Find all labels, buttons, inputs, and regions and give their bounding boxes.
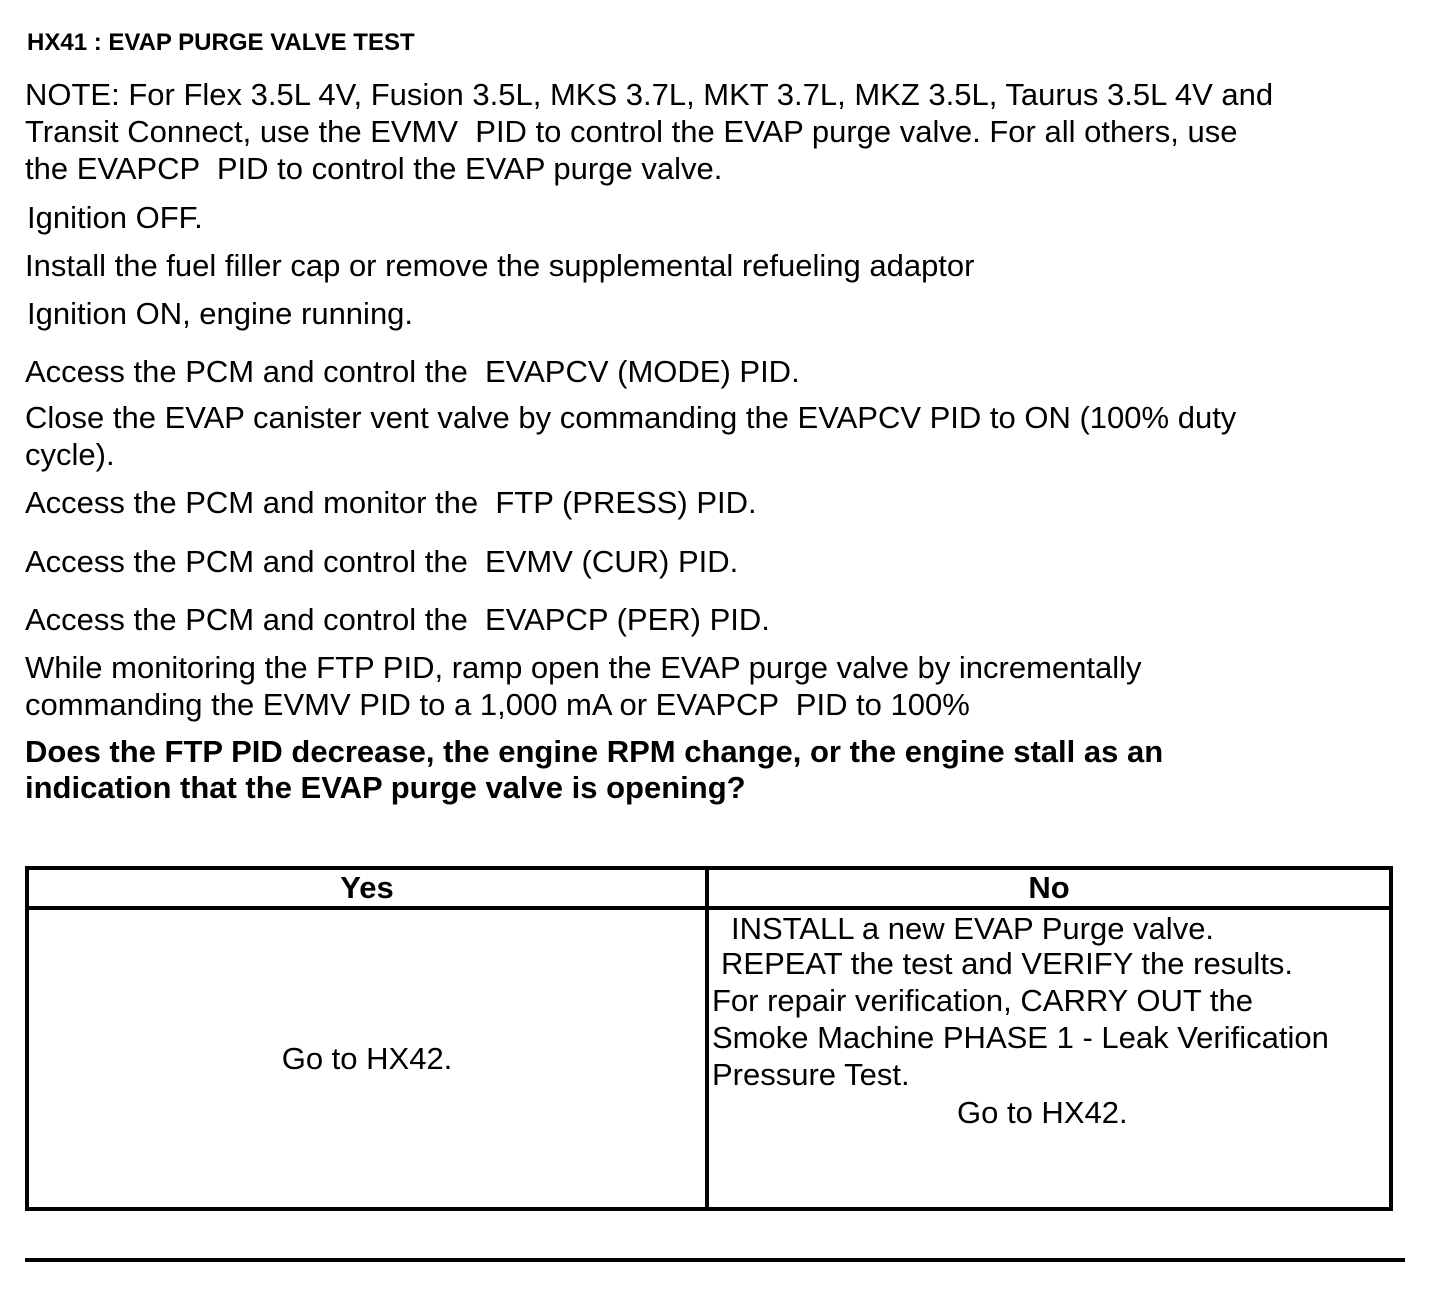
note-line-3: the EVAPCP PID to control the EVAP purge valve. bbox=[25, 151, 723, 186]
table-header-row bbox=[27, 868, 1391, 908]
no-cell bbox=[707, 908, 1391, 1209]
step-ramp-line-1: While monitoring the FTP PID, ramp open the EVAP purge valve by incrementally bbox=[25, 650, 1142, 685]
step-close-vent-line-2: cycle). bbox=[25, 437, 115, 472]
no-header: No bbox=[707, 868, 1391, 908]
no-line-goto: Go to HX42. bbox=[957, 1095, 1128, 1130]
step-access-evmv: Access the PCM and control the EVMV (CUR) PID. bbox=[25, 544, 739, 579]
page-title: HX41 : EVAP PURGE VALVE TEST bbox=[27, 29, 415, 56]
table-row bbox=[27, 908, 1391, 1209]
step-ramp-line-2: commanding the EVMV PID to a 1,000 mA or EVAPCP PID to 100% bbox=[25, 687, 970, 722]
note-line-2: Transit Connect, use the EVMV PID to control the EVAP purge valve. For all others, use bbox=[25, 114, 1238, 149]
question-line-1: Does the FTP PID decrease, the engine RPM change, or the engine stall as an bbox=[25, 734, 1164, 769]
no-line-install: INSTALL a new EVAP Purge valve. bbox=[731, 911, 1215, 946]
step-access-evapcv: Access the PCM and control the EVAPCV (MODE) PID. bbox=[25, 354, 800, 389]
bottom-divider bbox=[25, 1258, 1405, 1262]
step-ignition-off: Ignition OFF. bbox=[27, 200, 203, 235]
no-line-verification: For repair verification, CARRY OUT the bbox=[712, 983, 1253, 1018]
result-table bbox=[25, 866, 1393, 1211]
yes-cell bbox=[27, 908, 707, 1209]
step-access-evapcp: Access the PCM and control the EVAPCP (PER) PID. bbox=[25, 602, 770, 637]
no-line-repeat: REPEAT the test and VERIFY the results. bbox=[721, 946, 1294, 981]
question-line-2: indication that the EVAP purge valve is opening? bbox=[25, 770, 746, 805]
step-close-vent-line-1: Close the EVAP canister vent valve by commanding the EVAPCV PID to ON (100% duty bbox=[25, 400, 1237, 435]
step-access-ftp: Access the PCM and monitor the FTP (PRESS) PID. bbox=[25, 485, 757, 520]
step-install-cap: Install the fuel filler cap or remove the supplemental refueling adaptor bbox=[25, 248, 975, 283]
yes-header: Yes bbox=[27, 868, 707, 908]
no-line-smoke-machine: Smoke Machine PHASE 1 - Leak Verification bbox=[712, 1020, 1329, 1055]
yes-result-text: Go to HX42. bbox=[281, 1041, 453, 1076]
no-line-pressure-test: Pressure Test. bbox=[712, 1057, 910, 1092]
note-line-1: NOTE: For Flex 3.5L 4V, Fusion 3.5L, MKS 3.7L, MKT 3.7L, MKZ 3.5L, Taurus 3.5L 4V and bbox=[25, 77, 1274, 112]
step-ignition-on: Ignition ON, engine running. bbox=[27, 296, 414, 331]
